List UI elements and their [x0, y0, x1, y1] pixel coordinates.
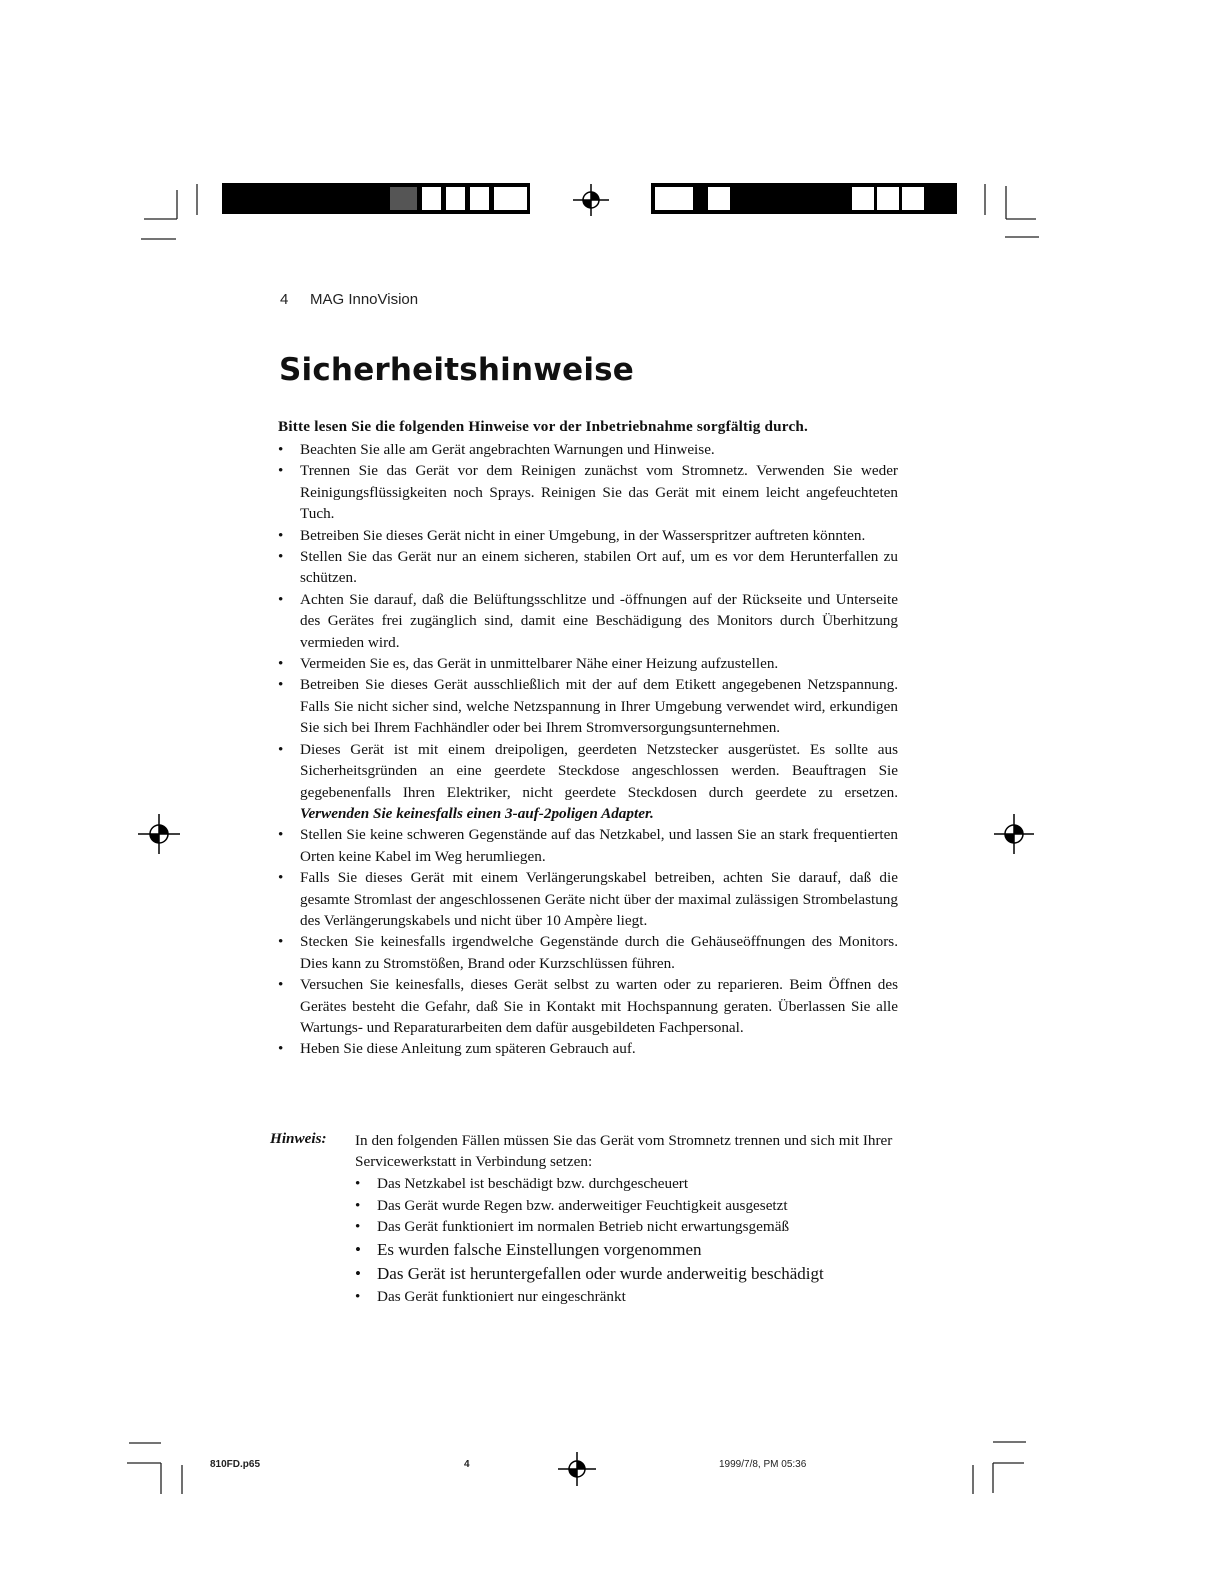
- safety-list: [278, 439, 898, 1060]
- list-item: • Das Gerät funktioniert im normalen Betrieb nicht erwartungsgemäß: [355, 1216, 915, 1238]
- brand-name: MAG InnoVision: [310, 291, 419, 308]
- adapter-text: Dieses Gerät ist mit einem dreipoligen, geerdeten Netzstecker ausgerüstet. Es sollte aus Sicherheitsgründen an eine geerdete Steckdose angeschlossen werden. Beauftragen Sie gegebenenfalls Ihren Elektriker, nicht geerdete Steckdosen durch geerdete zu ersetzen.: [300, 740, 898, 801]
- list-item: • Versuchen Sie keinesfalls, dieses Gerät selbst zu warten oder zu reparieren. Beim Öffnen des Gerätes besteht die Gefahr, daß Sie in Kontakt mit Hochspannung geraten. Überlassen Sie alle Wartungs- und Reparaturarbeiten dem dafür ausgebildeten Fachpersonal.: [278, 974, 898, 1038]
- note-cases: [355, 1173, 915, 1307]
- list-item: • Falls Sie dieses Gerät mit einem Verlängerungskabel betreiben, achten Sie darauf, daß die gesamte Stromlast der angeschlossenen Geräte nicht über der maximal zulässigen Strombelastung des Verlängerungskabels und nicht über 10 Ampère liegt.: [278, 867, 898, 931]
- list-item: • Stecken Sie keinesfalls irgendwelche Gegenstände durch die Gehäuseöffnungen des Monitors. Dies kann zu Stromstößen, Brand oder Kurzschlüssen führen.: [278, 931, 898, 974]
- list-item: • Vermeiden Sie es, das Gerät in unmittelbarer Nähe einer Heizung aufzustellen.: [278, 653, 898, 674]
- footer-filename: 810FD.p65: [210, 1459, 261, 1470]
- note-label: Hinweis:: [270, 1130, 327, 1147]
- page-number: 4: [280, 291, 289, 308]
- running-header: [280, 291, 418, 308]
- intro-text: Bitte lesen Sie die folgenden Hinweise vor der Inbetriebnahme sorgfältig durch.: [278, 418, 809, 435]
- list-item: • Stellen Sie das Gerät nur an einem sicheren, stabilen Ort auf, um es vor dem Herunterfallen zu schützen.: [278, 546, 898, 589]
- list-item: • Heben Sie diese Anleitung zum späteren Gebrauch auf.: [278, 1038, 898, 1059]
- list-item: • Betreiben Sie dieses Gerät nicht in einer Umgebung, in der Wasserspritzer auftreten könnten.: [278, 525, 898, 546]
- list-item: • Das Gerät ist heruntergefallen oder wurde anderweitig beschädigt: [355, 1262, 915, 1286]
- footer-page: 4: [464, 1459, 470, 1470]
- page-title: Sicherheitshinweise: [279, 352, 635, 388]
- list-item-adapter: [278, 739, 898, 825]
- list-item: • Stellen Sie keine schweren Gegenstände auf das Netzkabel, und lassen Sie an stark frequentierten Orten keine Kabel im Weg herumliegen.: [278, 824, 898, 867]
- list-item: • Beachten Sie alle am Gerät angebrachten Warnungen und Hinweise.: [278, 439, 898, 460]
- list-item: • Trennen Sie das Gerät vor dem Reinigen zunächst vom Stromnetz. Verwenden Sie weder Reinigungsflüssigkeiten noch Sprays. Reinigen Sie das Gerät mit einem leicht angefeuchteten Tuch.: [278, 460, 898, 524]
- list-item: • Achten Sie darauf, daß die Belüftungsschlitze und -öffnungen auf der Rückseite und Unterseite des Gerätes frei zugänglich sind, damit eine Beschädigung des Monitors durch Überhitzung vermieden wird.: [278, 589, 898, 653]
- list-item: • Das Gerät wurde Regen bzw. anderweitiger Feuchtigkeit ausgesetzt: [355, 1195, 915, 1217]
- list-item: • Das Gerät funktioniert nur eingeschränkt: [355, 1286, 915, 1308]
- list-item: • Betreiben Sie dieses Gerät ausschließlich mit der auf dem Etikett angegebenen Netzspannung. Falls Sie nicht sicher sind, welche Netzspannung in Ihrer Umgebung verwendet wird, erkundigen Sie sich bei Ihrem Fachhändler oder bei Ihrem Stromversorgungsunternehmen.: [278, 674, 898, 738]
- adapter-warning: Verwenden Sie keinesfalls einen 3-auf-2poligen Adapter.: [300, 804, 654, 822]
- note-text: In den folgenden Fällen müssen Sie das Gerät vom Stromnetz trennen und sich mit Ihrer Servicewerkstatt in Verbindung setzen:: [355, 1132, 893, 1171]
- list-item: • Es wurden falsche Einstellungen vorgenommen: [355, 1238, 915, 1262]
- footer-timestamp: 1999/7/8, PM 05:36: [719, 1459, 807, 1470]
- list-item: • Das Netzkabel ist beschädigt bzw. durchgescheuert: [355, 1173, 915, 1195]
